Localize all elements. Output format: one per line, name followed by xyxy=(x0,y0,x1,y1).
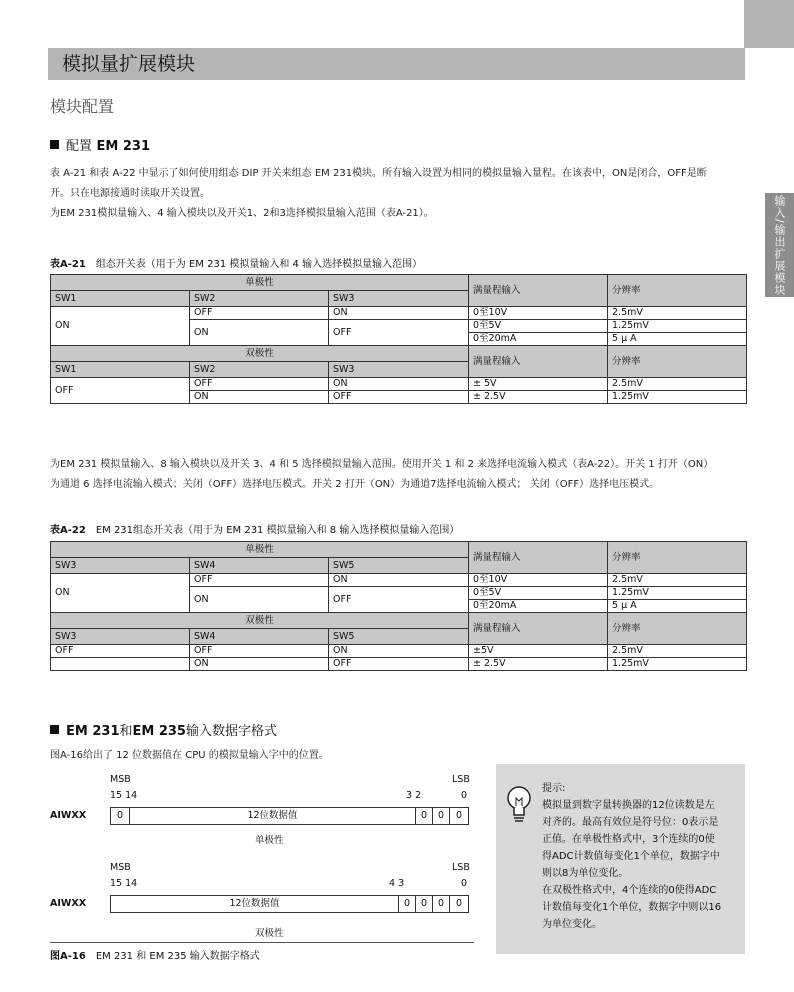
table-cell: 0至10V xyxy=(469,574,608,587)
table-row xyxy=(51,378,747,391)
table-cell: 2.5mV xyxy=(608,645,747,658)
table-header-cell: 满量程输入 xyxy=(469,613,608,645)
table-cell: 0至5V xyxy=(469,587,608,600)
table-header-cell: 满量程输入 xyxy=(469,542,608,574)
table-cell: 2.5mV xyxy=(608,574,747,587)
table-cell: OFF xyxy=(190,574,329,587)
table-cell: 1.25mV xyxy=(608,658,747,671)
table-header-cell: SW4 xyxy=(190,629,329,645)
tip-line: 正值。在单极性格式中，3个连续的0使 xyxy=(542,834,715,845)
table-header-cell: SW3 xyxy=(51,629,190,645)
table-row xyxy=(51,307,747,320)
table-header-cell: SW1 xyxy=(51,291,190,307)
tip-line: 对齐的。最高有效位是符号位：0表示是 xyxy=(542,817,719,828)
table-cell: ON xyxy=(329,307,469,320)
table-header-cell: 满量程输入 xyxy=(469,346,608,378)
format-heading-part2: EM 235 xyxy=(132,724,186,739)
tip-line: 在双极性格式中，4个连续的0使得ADC xyxy=(542,885,717,896)
table-cell: ON xyxy=(190,587,329,613)
table-a22 xyxy=(50,541,747,671)
config-heading-prefix: 配置 xyxy=(66,139,93,154)
bit-box: 0 xyxy=(432,807,450,825)
table-cell: OFF xyxy=(190,307,329,320)
bit-index-zero: 0 xyxy=(461,790,468,801)
caption-divider xyxy=(50,942,474,943)
table-cell: 5 μ A xyxy=(608,333,747,346)
table-cell: ±5V xyxy=(469,645,608,658)
format-heading-suffix: 输入数据字格式 xyxy=(185,724,277,739)
intro-paragraph xyxy=(50,164,750,224)
bit-index-high: 15 14 xyxy=(110,790,138,801)
bit-index-mid: 3 2 xyxy=(406,790,422,801)
mid-line-2: 为通道 6 选择电流输入模式；关闭（OFF）选择电压模式。开关 2 打开（ON）为通道7选择电流输入模式； 关闭（OFF）选择电压模式。 xyxy=(50,479,660,490)
tip-line: 计数值每变化1个单位，数据字中则以16 xyxy=(542,902,722,913)
table-cell: ± 2.5V xyxy=(469,391,608,404)
table-cell: 0至20mA xyxy=(469,600,608,613)
table-header-cell: 单极性 xyxy=(51,275,469,291)
table-header-cell: 双极性 xyxy=(51,613,469,629)
figure-caption-label: 图A-16 xyxy=(50,951,86,962)
bit-box: 0 xyxy=(398,895,416,913)
table-header-cell: SW5 xyxy=(329,558,469,574)
tip-line: 得ADC计数值每变化1个单位，数据字中 xyxy=(542,851,720,862)
table-cell: ON xyxy=(51,307,190,346)
table-cell: OFF xyxy=(51,645,190,658)
table-header-cell: SW3 xyxy=(329,362,469,378)
table-header-cell: 满量程输入 xyxy=(469,275,608,307)
table-cell: OFF xyxy=(190,645,329,658)
unipolar-caption: 单极性 xyxy=(255,835,284,846)
table-cell: ON xyxy=(51,574,190,613)
data-value-box: 12位数据值 xyxy=(129,807,416,825)
format-heading-mid: 和 xyxy=(119,724,133,739)
table-header-cell: SW4 xyxy=(190,558,329,574)
table-header-cell: SW3 xyxy=(51,558,190,574)
table-cell: 1.25mV xyxy=(608,391,747,404)
bit-index-zero: 0 xyxy=(461,878,468,889)
table-header-cell: 双极性 xyxy=(51,346,469,362)
table-header-cell: 分辨率 xyxy=(608,275,747,307)
table-cell: OFF xyxy=(329,587,469,613)
table-a22-caption-text: EM 231组态开关表（用于为 EM 231 模拟量输入和 8 输入选择模拟量输入范围） xyxy=(95,525,460,536)
table-cell: ON xyxy=(329,378,469,391)
table-header-cell: SW3 xyxy=(329,291,469,307)
side-chapter-tab: 输入/输出扩展模块 xyxy=(765,193,794,297)
table-cell: 0至5V xyxy=(469,320,608,333)
tip-box xyxy=(496,764,745,954)
table-a22-label: 表A-22 xyxy=(50,525,86,536)
intro-line-2: 开。只在电源接通时读取开关设置。 xyxy=(50,188,210,199)
tip-text xyxy=(542,780,738,933)
page-title: 模拟量扩展模块 xyxy=(48,48,745,80)
data-value-box: 12位数据值 xyxy=(110,895,399,913)
register-label: AIWXX xyxy=(50,810,87,821)
table-cell: 5 μ A xyxy=(608,600,747,613)
figure-caption xyxy=(50,947,260,962)
tip-line: 模拟量到数字量转换器的12位读数是左 xyxy=(542,800,715,811)
format-heading xyxy=(50,720,277,739)
table-cell: OFF xyxy=(190,378,329,391)
table-cell: 2.5mV xyxy=(608,307,747,320)
msb-label: MSB xyxy=(110,862,131,873)
bit-box: 0 xyxy=(449,807,469,825)
mid-line-1: 为EM 231 模拟量输入、8 输入模块以及开关 3、4 和 5 选择模拟量输入范围。使用开关 1 和 2 来选择电流输入模式（表A-22）。开关 1 打开（ON） xyxy=(50,459,714,470)
format-intro: 图A-16给出了 12 位数据值在 CPU 的模拟量输入字中的位置。 xyxy=(50,750,329,761)
intro-line-1: 表 A-21 和表 A-22 中显示了如何使用组态 DIP 开关来组态 EM 231模块。所有输入设置为相同的模拟量输入量程。在该表中，ON是闭合，OFF是断 xyxy=(50,168,707,179)
table-cell: OFF xyxy=(51,378,190,404)
table-a21 xyxy=(50,274,747,404)
table-header-cell: SW2 xyxy=(190,362,329,378)
mid-paragraph xyxy=(50,455,750,495)
table-cell: OFF xyxy=(329,658,469,671)
table-cell: 1.25mV xyxy=(608,320,747,333)
lsb-label: LSB xyxy=(452,774,470,785)
bullet-square-icon xyxy=(50,725,59,734)
table-cell: ON xyxy=(329,574,469,587)
table-header-cell: SW5 xyxy=(329,629,469,645)
table-header-cell: SW2 xyxy=(190,291,329,307)
table-cell: ON xyxy=(329,645,469,658)
register-label: AIWXX xyxy=(50,898,87,909)
table-cell: ON xyxy=(190,320,329,346)
table-a21-caption xyxy=(50,255,422,270)
bit-box: 0 xyxy=(415,895,433,913)
config-heading xyxy=(50,135,150,154)
bit-box: 0 xyxy=(415,807,433,825)
bit-box: 0 xyxy=(110,807,130,825)
table-header-cell: 分辨率 xyxy=(608,542,747,574)
bit-box: 0 xyxy=(449,895,469,913)
table-a22-caption xyxy=(50,521,459,536)
table-header-cell: SW1 xyxy=(51,362,190,378)
table-cell: 0至10V xyxy=(469,307,608,320)
table-a21-label: 表A-21 xyxy=(50,259,86,270)
table-cell xyxy=(51,658,190,671)
intro-line-3: 为EM 231模拟量输入、4 输入模块以及开关1、2和3选择模拟量输入范围（表A-21）。 xyxy=(50,208,434,219)
table-cell: 1.25mV xyxy=(608,587,747,600)
table-header-cell: 单极性 xyxy=(51,542,469,558)
msb-label: MSB xyxy=(110,774,131,785)
table-row xyxy=(51,645,747,658)
section-title: 模块配置 xyxy=(50,97,115,116)
bit-index-mid: 4 3 xyxy=(389,878,405,889)
bit-index-high: 15 14 xyxy=(110,878,138,889)
table-header-cell: 分辨率 xyxy=(608,613,747,645)
table-row xyxy=(51,658,747,671)
table-cell: ± 5V xyxy=(469,378,608,391)
lightbulb-icon xyxy=(504,784,534,826)
table-header-cell: 分辨率 xyxy=(608,346,747,378)
tip-line: 则以8为单位变化。 xyxy=(542,868,629,879)
tip-title: 提示: xyxy=(542,783,566,794)
table-cell: ON xyxy=(190,658,329,671)
bullet-square-icon xyxy=(50,140,59,149)
table-a21-caption-text: 组态开关表（用于为 EM 231 模拟量输入和 4 输入选择模拟量输入范围） xyxy=(95,259,423,270)
lsb-label: LSB xyxy=(452,862,470,873)
table-cell: OFF xyxy=(329,391,469,404)
bit-box: 0 xyxy=(432,895,450,913)
format-heading-part1: EM 231 xyxy=(66,724,120,739)
tip-line: 为单位变化。 xyxy=(542,919,602,930)
table-cell: ± 2.5V xyxy=(469,658,608,671)
table-cell: OFF xyxy=(329,320,469,346)
table-cell: 2.5mV xyxy=(608,378,747,391)
table-row xyxy=(51,574,747,587)
table-cell: ON xyxy=(190,391,329,404)
table-cell: 0至20mA xyxy=(469,333,608,346)
corner-tab xyxy=(744,0,794,48)
bipolar-caption: 双极性 xyxy=(255,928,284,939)
figure-caption-text: EM 231 和 EM 235 输入数据字格式 xyxy=(95,951,260,962)
config-heading-model: EM 231 xyxy=(96,139,151,154)
